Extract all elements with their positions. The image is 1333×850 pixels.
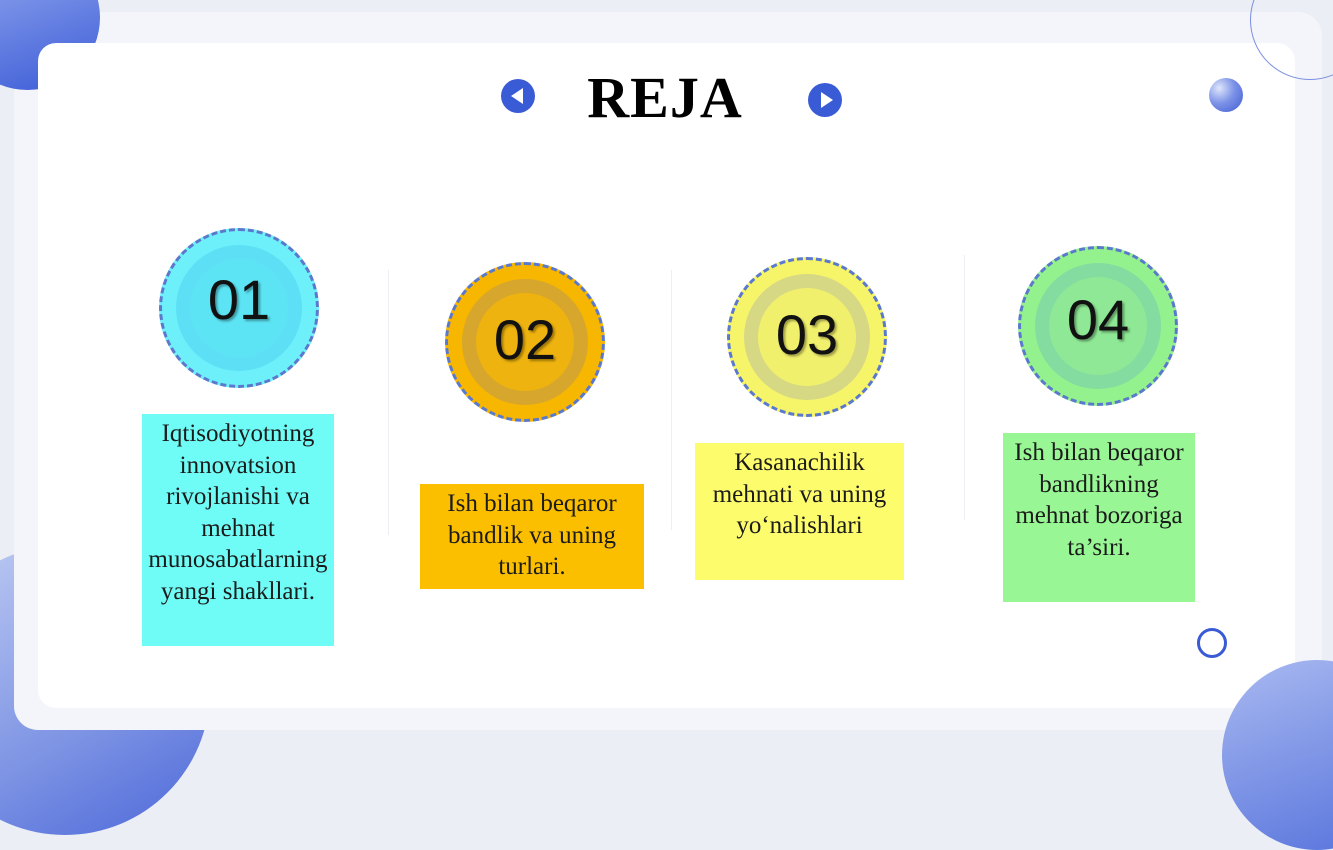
badge-number: 02 xyxy=(493,308,557,371)
number-badge-03 xyxy=(727,257,887,417)
badge-number: 03 xyxy=(775,303,839,366)
slide-title: REJA xyxy=(587,65,743,130)
decor-ball-top-right xyxy=(1209,78,1243,112)
decor-ring-bottom-right xyxy=(1197,628,1227,658)
column-divider xyxy=(388,270,389,535)
plan-item-text-03: Kasanachilik mehnati va uning yo‘nalishlari xyxy=(695,443,904,580)
next-button[interactable] xyxy=(808,83,842,117)
column-divider xyxy=(964,255,965,520)
badge-number: 04 xyxy=(1066,288,1130,351)
badge-number: 01 xyxy=(207,268,271,331)
prev-button[interactable] xyxy=(501,79,535,113)
number-badge-04 xyxy=(1018,246,1178,406)
play-right-icon xyxy=(808,83,842,117)
column-divider xyxy=(671,270,672,530)
plan-item-text-02: Ish bilan beqaror bandlik va uning turlari. xyxy=(420,484,644,589)
number-badge-01 xyxy=(159,228,319,388)
plan-item-text-04: Ish bilan beqaror bandlikning mehnat bozoriga ta’siri. xyxy=(1003,433,1195,602)
play-left-icon xyxy=(501,79,535,113)
plan-item-text-01: Iqtisodiyotning innovatsion rivojlanishi va mehnat munosabatlarning yangi shakllari. xyxy=(142,414,334,646)
number-badge-02 xyxy=(445,262,605,422)
